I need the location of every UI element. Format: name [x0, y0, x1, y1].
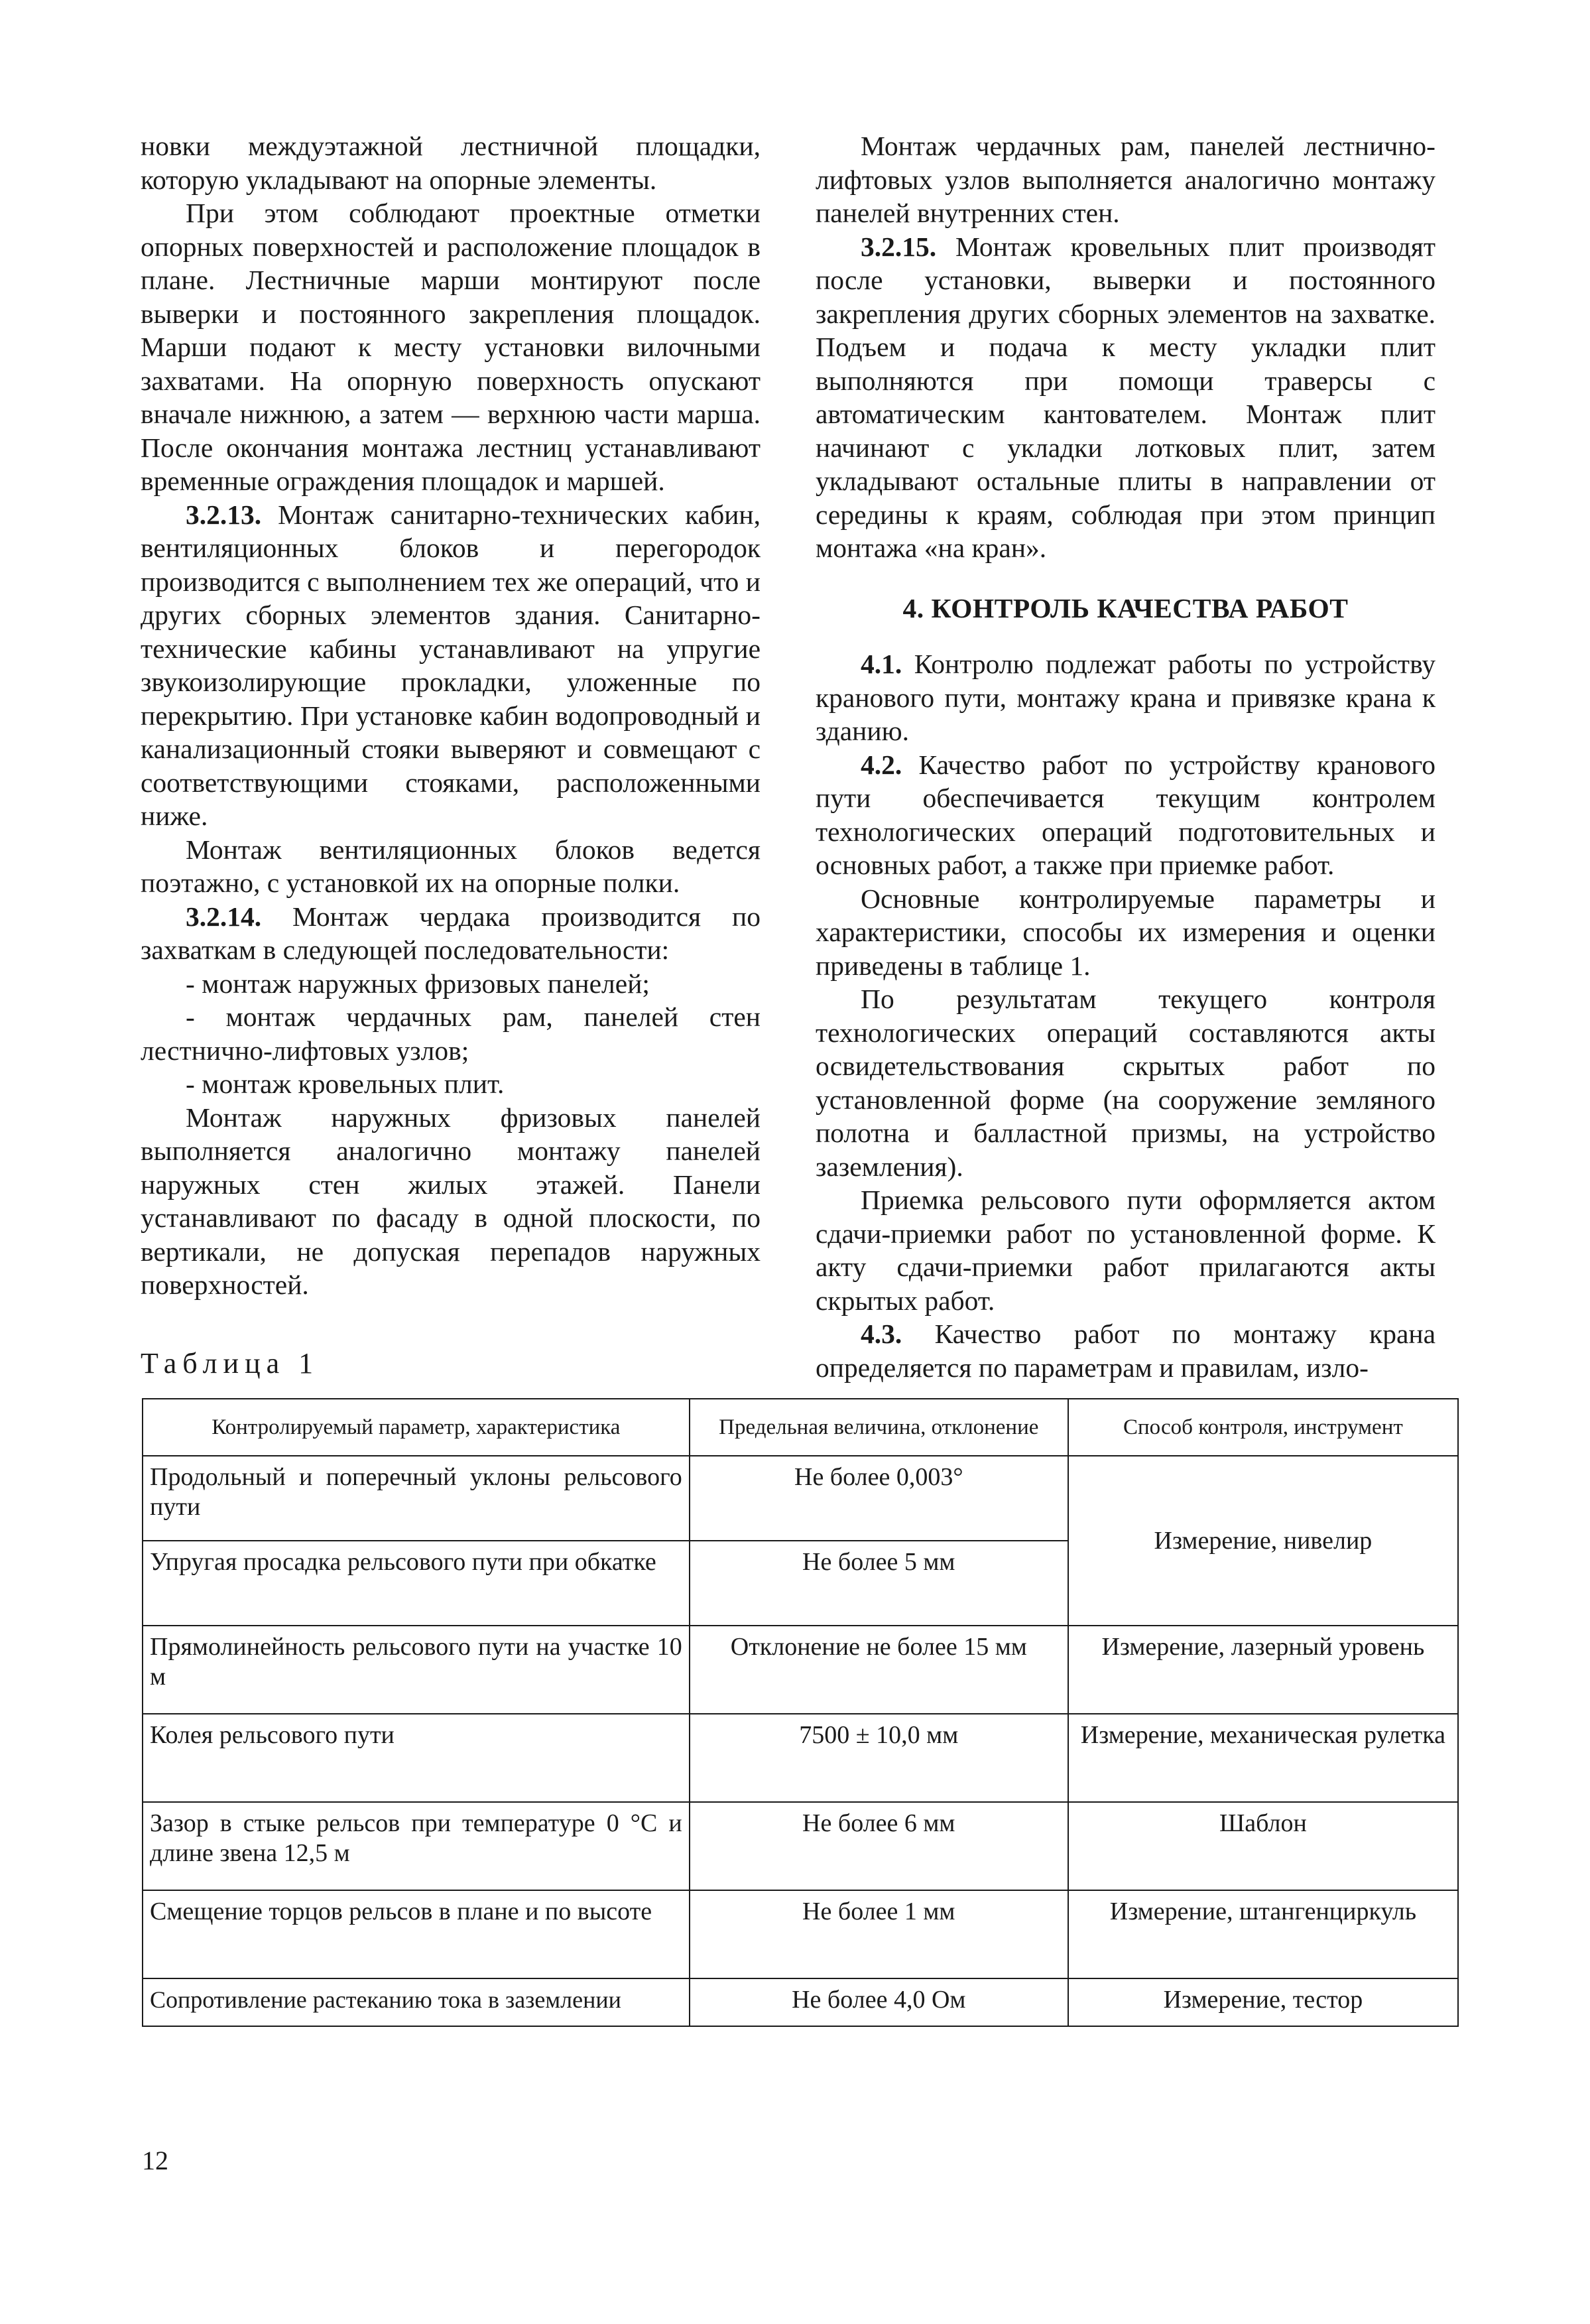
table-cell-limit: Не более 0,003° [690, 1456, 1068, 1541]
table-cell-limit: Отклонение не более 15 мм [690, 1626, 1068, 1714]
table-header: Предельная величина, отклонение [690, 1399, 1068, 1456]
list-item: - монтаж чердачных рам, панелей стен лестнично-лифтовых узлов; [141, 1001, 761, 1066]
paragraph: Основные контролируемые параметры и характеристики, способы их измерения и оценки приведены в таблице 1. [816, 883, 1436, 981]
table-cell-method: Измерение, лазерный уровень [1068, 1626, 1458, 1714]
right-column [816, 129, 1436, 1384]
clause-number: 3.2.15. [861, 231, 937, 262]
paragraph-4-3 [816, 1317, 1436, 1384]
table-cell-limit: Не более 6 мм [690, 1802, 1068, 1890]
table-cell-limit: Не более 1 мм [690, 1890, 1068, 1978]
table-cell-method: Шаблон [1068, 1802, 1458, 1890]
paragraph: Монтаж вентиляционных блоков ведется поэтажно, с установкой их на опорные полки. [141, 834, 761, 898]
paragraph-text: Контролю подлежат работы по устройству кранового пути, монтажу крана и привязке крана к зданию. [816, 649, 1436, 746]
paragraph-3-2-13 [141, 498, 761, 833]
paragraph: Приемка рельсового пути оформляется актом сдачи-приемки работ по установленной форме. К акту сдачи-приемки работ прилагаются акты скрытых работ. [816, 1185, 1436, 1316]
table-cell-param: Сопротивление растеканию тока в заземлении [143, 1978, 690, 2026]
left-column [141, 129, 761, 1302]
table-header: Контролируемый параметр, характеристика [143, 1399, 690, 1456]
paragraph: По результатам текущего контроля технологических операций составляются акты освидетельствования скрытых работ по установленной форме (на сооружение земляного полотна и балластной призмы, на устройство заземления). [816, 984, 1436, 1182]
table-cell-method: Измерение, механическая рулетка [1068, 1714, 1458, 1802]
control-parameters-table [142, 1398, 1459, 2027]
clause-number: 3.2.14. [186, 901, 262, 932]
paragraph-4-2 [816, 748, 1436, 882]
list-item: - монтаж наружных фризовых панелей; [186, 968, 650, 999]
clause-number: 4.3. [861, 1319, 902, 1349]
table-cell-param: Упругая просадка рельсового пути при обкатке [143, 1541, 690, 1626]
paragraph-text: Монтаж кровельных плит производят после установки, выверки и постоянного закрепления других сборных элементов на захватке. Подъем и подача к месту укладки плит выполняются при помощи траверсы с автоматическим кантователем. Монтаж плит начинают с укладки лотковых плит, затем укладывают остальные плиты в направлении от середины к краям, соблюдая при этом принцип монтажа «на кран». [816, 231, 1436, 563]
table-cell-param: Зазор в стыке рельсов при температуре 0 °С и длине звена 12,5 м [143, 1802, 690, 1890]
table-row [143, 1714, 1458, 1802]
list-item: - монтаж кровельных плит. [186, 1068, 505, 1099]
table-header: Способ контроля, инструмент [1068, 1399, 1458, 1456]
table-cell-limit: Не более 5 мм [690, 1541, 1068, 1626]
table-cell-limit: 7500 ± 10,0 мм [690, 1714, 1068, 1802]
paragraph-text: Качество работ по устройству кранового пути обеспечивается текущим контролем технологических операций подготовительных и основных работ, а также при приемке работ. [816, 749, 1436, 880]
paragraph-3-2-15 [816, 230, 1436, 565]
table-caption: Таблица 1 [141, 1347, 320, 1380]
table-cell-param: Прямолинейность рельсового пути на участке 10 м [143, 1626, 690, 1714]
paragraph: При этом соблюдают проектные отметки опорных поверхностей и расположение площадок в плане. Лестничные марши монтируют после выверки и постоянного закрепления площадок. Марши подают к месту установки вилочными захватами. На опорную поверхность опускают вначале нижнюю, а затем — верхнюю части марша. После окончания монтажа лестниц устанавливают временные ограждения площадок и маршей. [141, 198, 761, 496]
paragraph-text: Монтаж санитарно-технических кабин, вентиляционных блоков и перегородок производится с выполнением тех же операций, что и других сборных элементов здания. Санитарно-технические кабины устанавливают на упругие звукоизолирующие прокладки, уложенные по перекрытию. При установке кабин водопроводный и канализационный стояки выверяют и совмещают с соответствующими стояками, расположенными ниже. [141, 499, 761, 831]
clause-number: 3.2.13. [186, 499, 262, 530]
paragraph-4-1 [816, 647, 1436, 748]
table-row [143, 1456, 1458, 1541]
paragraph: Монтаж наружных фризовых панелей выполняется аналогично монтажу панелей наружных стен жилых этажей. Панели устанавливают по фасаду в одной плоскости, по вертикали, не допуская перепадов наружных поверхностей. [141, 1102, 761, 1300]
page-number: 12 [142, 2146, 168, 2175]
table-cell-param: Смещение торцов рельсов в плане и по высоте [143, 1890, 690, 1978]
table-cell-method: Измерение, штангенциркуль [1068, 1890, 1458, 1978]
clause-number: 4.2. [861, 749, 902, 780]
table-header-row [143, 1399, 1458, 1456]
paragraph-3-2-14 [141, 900, 761, 967]
section-title: 4. КОНТРОЛЬ КАЧЕСТВА РАБОТ [902, 592, 1349, 623]
clause-number: 4.1. [861, 649, 902, 679]
table-cell-param: Колея рельсового пути [143, 1714, 690, 1802]
table-cell-limit: Не более 4,0 Ом [690, 1978, 1068, 2026]
table-cell-param: Продольный и поперечный уклоны рельсового пути [143, 1456, 690, 1541]
table-row [143, 1802, 1458, 1890]
table-row [143, 1978, 1458, 2026]
table-row [143, 1890, 1458, 1978]
paragraph: новки междуэтажной лестничной площадки, которую укладывают на опорные элементы. [141, 131, 761, 195]
paragraph: Монтаж чердачных рам, панелей лестнично-лифтовых узлов выполняется аналогично монтажу панелей внутренних стен. [816, 131, 1436, 228]
table-cell-method: Измерение, нивелир [1068, 1456, 1458, 1626]
paragraph-text: Качество работ по монтажу крана определяется по параметрам и правилам, изло- [816, 1319, 1436, 1383]
table-row [143, 1626, 1458, 1714]
table-cell-method: Измерение, тестор [1068, 1978, 1458, 2026]
paragraph-text: Монтаж чердака производится по захваткам в следующей последовательности: [141, 901, 761, 965]
